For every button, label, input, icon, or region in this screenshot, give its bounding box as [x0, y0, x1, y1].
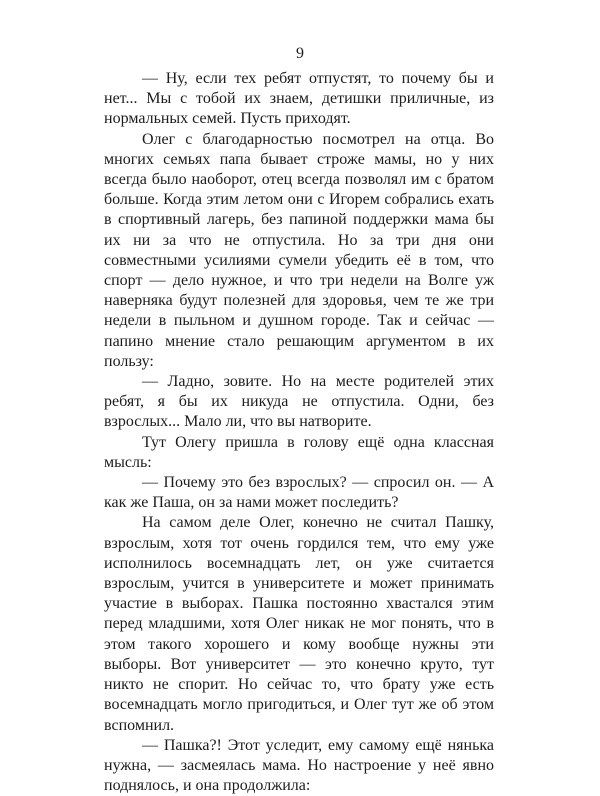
page-number: 9 — [296, 45, 304, 62]
paragraph: — Почему это без взрослых? — спросил он. — А как же Паша, он за нами может последить? — [104, 474, 494, 512]
paragraph: Олег с благодарностью посмотрел на отца. Во многих семьях папа бывает строже мамы, но у них всегда было наоборот, отец всегда позволял им с братом больше. Когда этим летом они с Игорем собрались ехать в спортивный лагерь, без папиной поддержки мама бы их ни за что не отпустила. Но за три дня они совместными усилиями сумели убедить её в том, что спорт — дело нужное, и что три недели на Волге уж наверняка будут полезней для здоровья, чем те же три недели в пыльном и душном городе. Так и сейчас — папино мнение стало решающим аргументом в их пользу: — [104, 130, 494, 370]
page-text — [104, 69, 494, 796]
paragraph: На самом деле Олег, конечно не считал Пашку, взрослым, хотя тот очень гордился тем, что ему уже исполнилось восемнадцать лет, он уже считается взрослым, учится в университете и может принимать участие в выборах. Пашка постоянно хвастался этим перед младшими, хотя Олег никак не мог понять, что в этом такого хорошего и кому вообще нужны эти выборы. Вот университет — это конечно круто, тут никто не спорит. Но сейчас то, что брату уже есть восемнадцать могло пригодиться, и Олег тут же об этом вспомнил. — [104, 514, 494, 734]
paragraph: Тут Олегу пришла в голову ещё одна классная мысль: — [104, 433, 494, 471]
paragraph: — Ну, если тех ребят отпустят, то почему бы и нет... Мы с тобой их знаем, детишки приличные, из нормальных семей. Пусть приходят. — [104, 70, 494, 128]
paragraph: — Ладно, зовите. Но на месте родителей этих ребят, я бы их никуда не отпустила. Одни, без взрослых... Мало ли, что вы натворите. — [104, 373, 494, 431]
paragraph: — Пашка?! Этот уследит, ему самому ещё нянька нужна, — засмеялась мама. Но настроение у неё явно поднялось, и она продолжила: — [104, 736, 494, 795]
